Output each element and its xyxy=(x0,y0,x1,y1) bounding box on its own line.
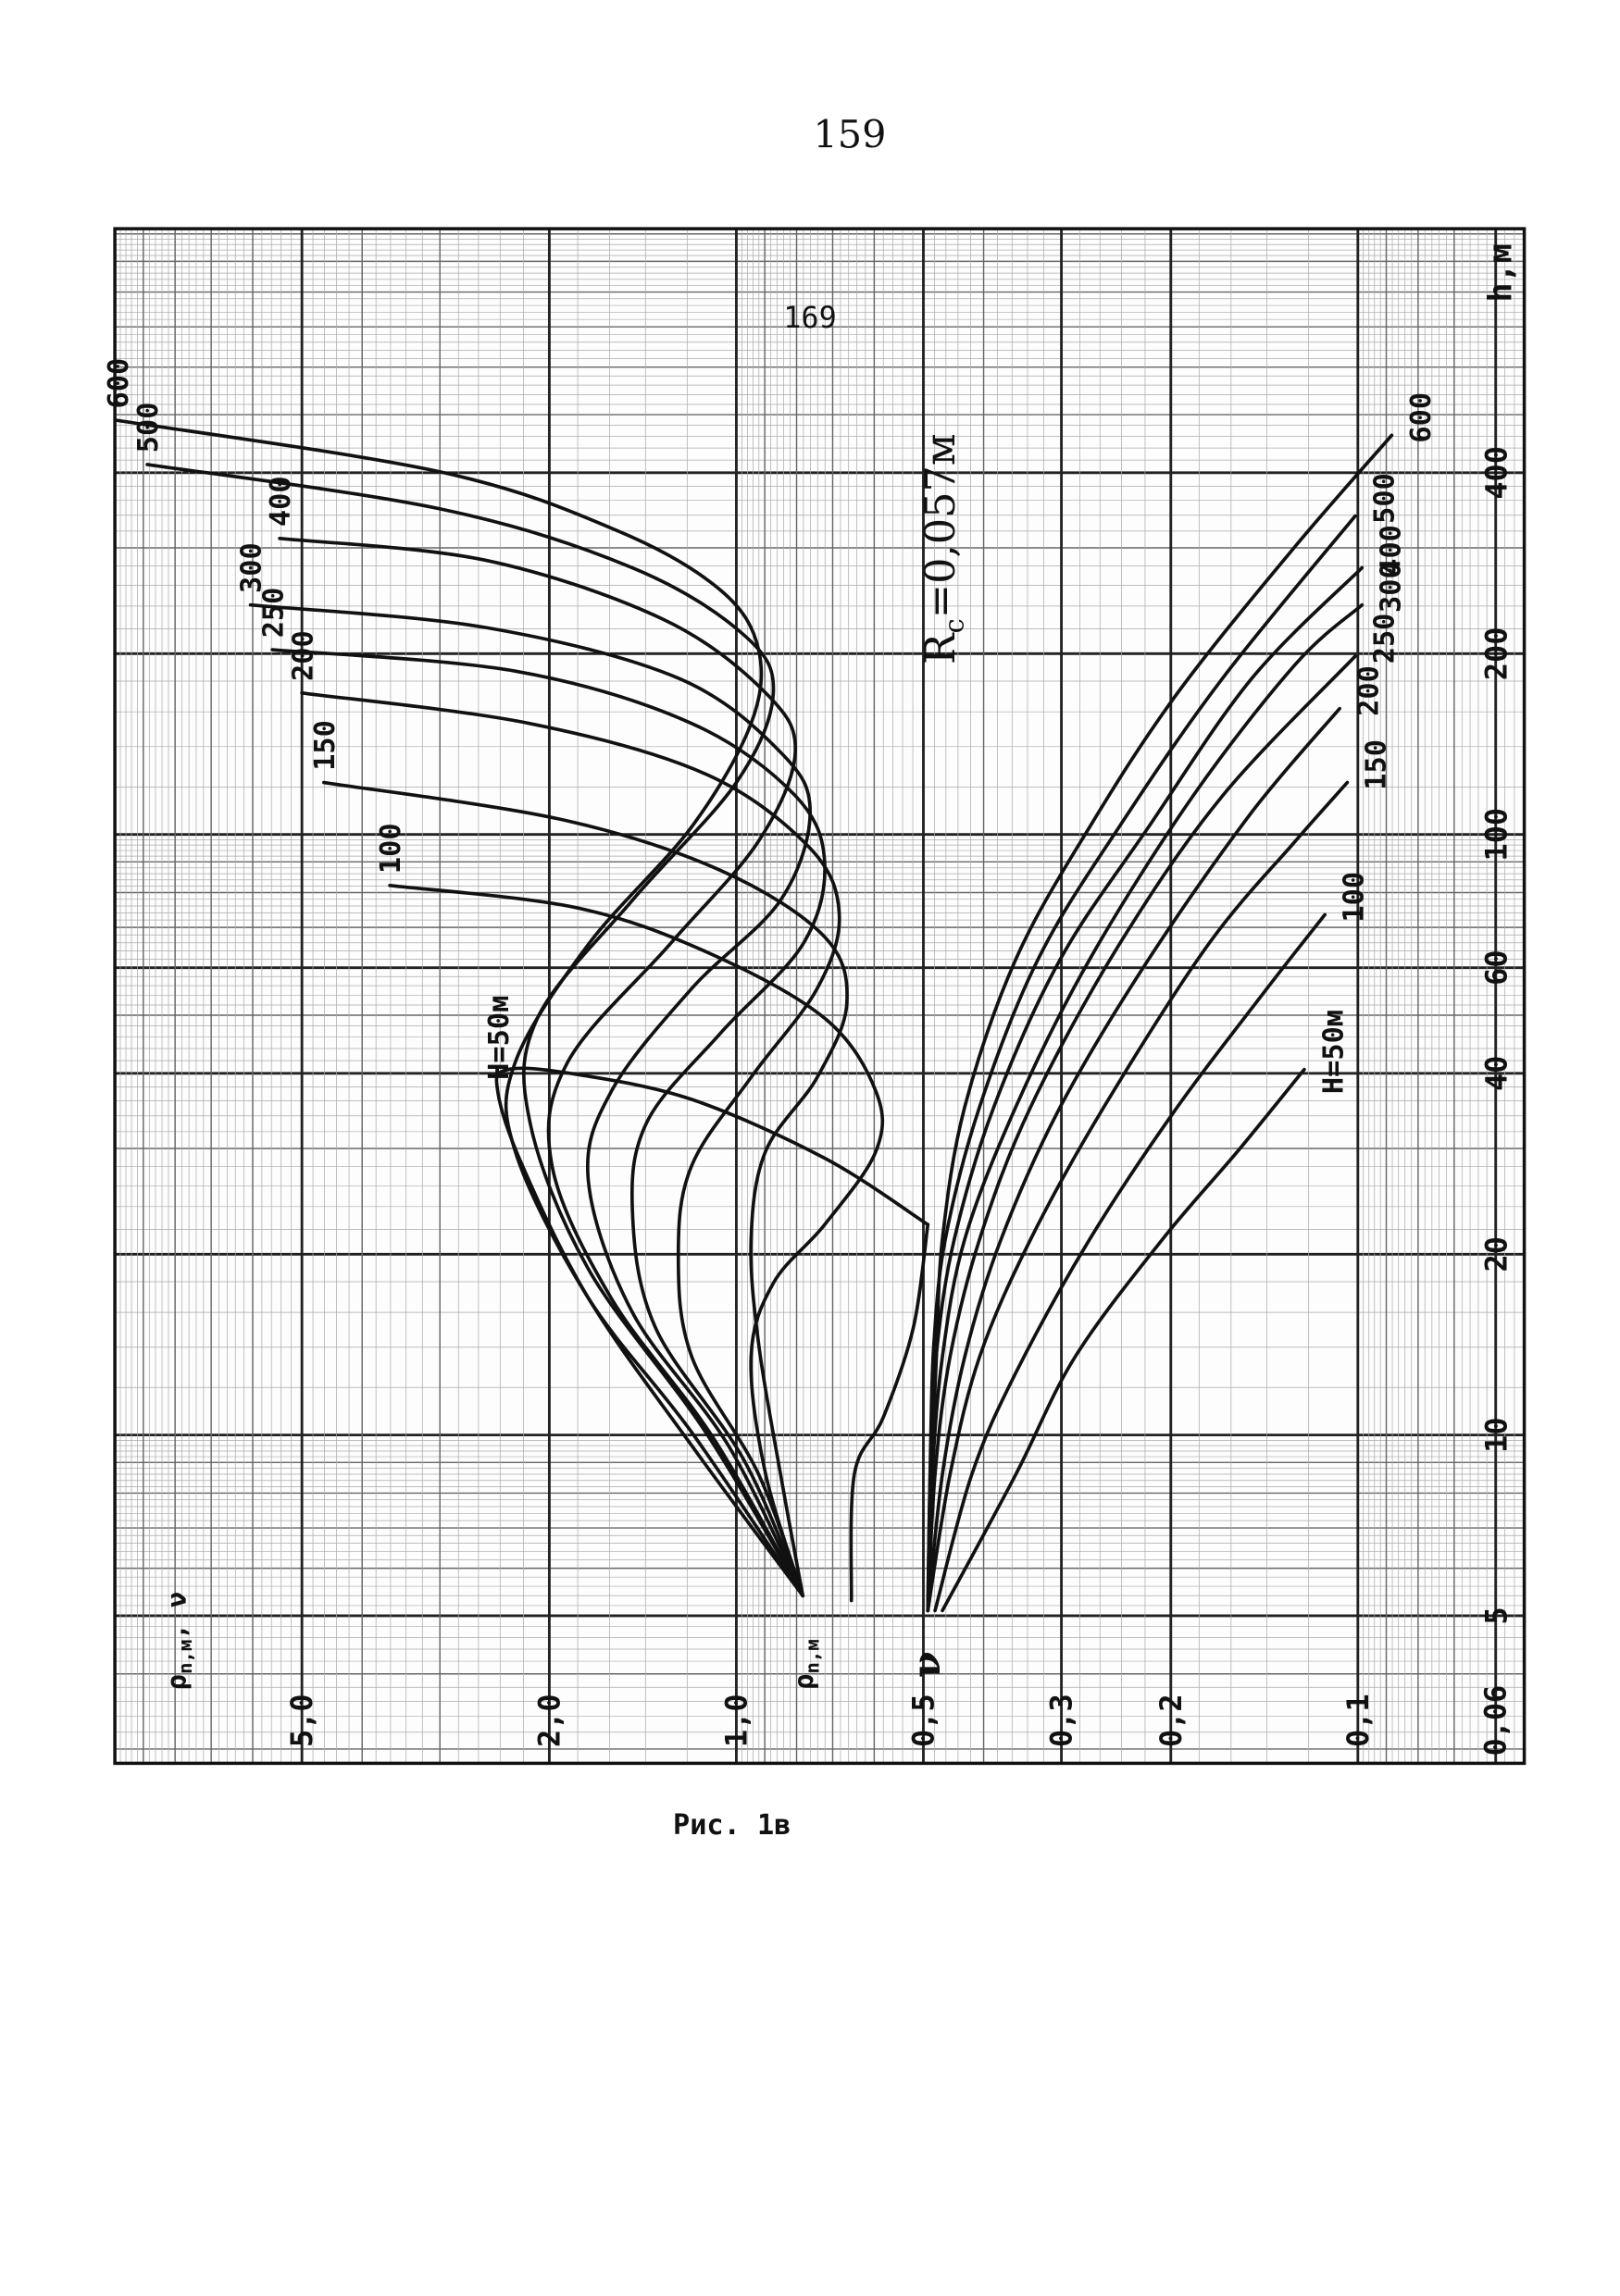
series-label-rho-200: 200 xyxy=(287,630,320,682)
series-label-nu-400: 400 xyxy=(1375,525,1408,576)
rc-label-rest: =0,057м xyxy=(916,433,965,619)
series-label-nu-600: 600 xyxy=(1404,391,1438,443)
plot-area xyxy=(115,229,1525,1763)
rho-curve-label-main: ρ xyxy=(788,1673,820,1690)
rho-tick-label: 2,0 xyxy=(531,1694,567,1747)
h-tick-label: 400 xyxy=(1478,446,1514,500)
series-label-rho-150: 150 xyxy=(309,720,342,771)
series-label-nu-200: 200 xyxy=(1352,665,1386,716)
rho-tick-label: 0,06 xyxy=(1477,1684,1514,1756)
h-tick-label: 20 xyxy=(1478,1236,1514,1272)
rho-tick-label: 0,2 xyxy=(1153,1694,1189,1747)
rc-label-main: R xyxy=(916,633,965,664)
h-tick-label: 200 xyxy=(1478,627,1514,681)
series-label-rho-300: 300 xyxy=(235,542,268,593)
h-tick-label: 100 xyxy=(1478,807,1514,862)
series-label-nu-300: 300 xyxy=(1375,562,1408,613)
rho-tick-label: 1,0 xyxy=(718,1694,754,1747)
rho-tick-label: 0,5 xyxy=(905,1694,941,1747)
h-tick-label: 60 xyxy=(1478,949,1514,986)
h-tick-label: 5 xyxy=(1478,1607,1514,1625)
series-label-rho-250: 250 xyxy=(257,587,291,639)
h-tick-label: 40 xyxy=(1478,1055,1514,1092)
series-label-rho-500: 500 xyxy=(132,402,166,453)
series-label-nu-150: 150 xyxy=(1360,739,1393,790)
rho-tick-label: 0,3 xyxy=(1043,1694,1079,1747)
h-tick-label: 10 xyxy=(1478,1417,1514,1453)
nu-curve-label: ν xyxy=(903,1651,949,1678)
rho-tick-label: 5,0 xyxy=(284,1694,320,1747)
rho-tick-label: 0,1 xyxy=(1340,1694,1376,1747)
series-label-nu-250: 250 xyxy=(1368,613,1402,664)
y-axis-label-sub: n,м xyxy=(173,1639,196,1675)
series-label-nu-100: 100 xyxy=(1338,871,1371,923)
series-label-rho-h-50м: H=50м xyxy=(482,995,516,1080)
figure-caption: Рис. 1в xyxy=(673,1808,791,1842)
chart xyxy=(103,229,1524,1763)
y-axis-label-rest: , ν xyxy=(160,1591,193,1640)
series-label-rho-100: 100 xyxy=(375,823,408,875)
x-axis-label: h,м xyxy=(1481,243,1520,303)
series-label-rho-600: 600 xyxy=(103,357,136,409)
y-axis-label-main: ρ xyxy=(160,1674,193,1691)
inner-page-number: 169 xyxy=(783,299,837,335)
series-label-nu-500: 500 xyxy=(1368,473,1402,524)
rho-curve-label-sub: n,м xyxy=(801,1639,824,1674)
series-label-nu-h-50м: H=50м xyxy=(1317,1009,1351,1095)
page-number: 159 xyxy=(813,112,887,157)
series-label-rho-400: 400 xyxy=(265,476,298,527)
rc-label-sub: c xyxy=(938,618,970,634)
